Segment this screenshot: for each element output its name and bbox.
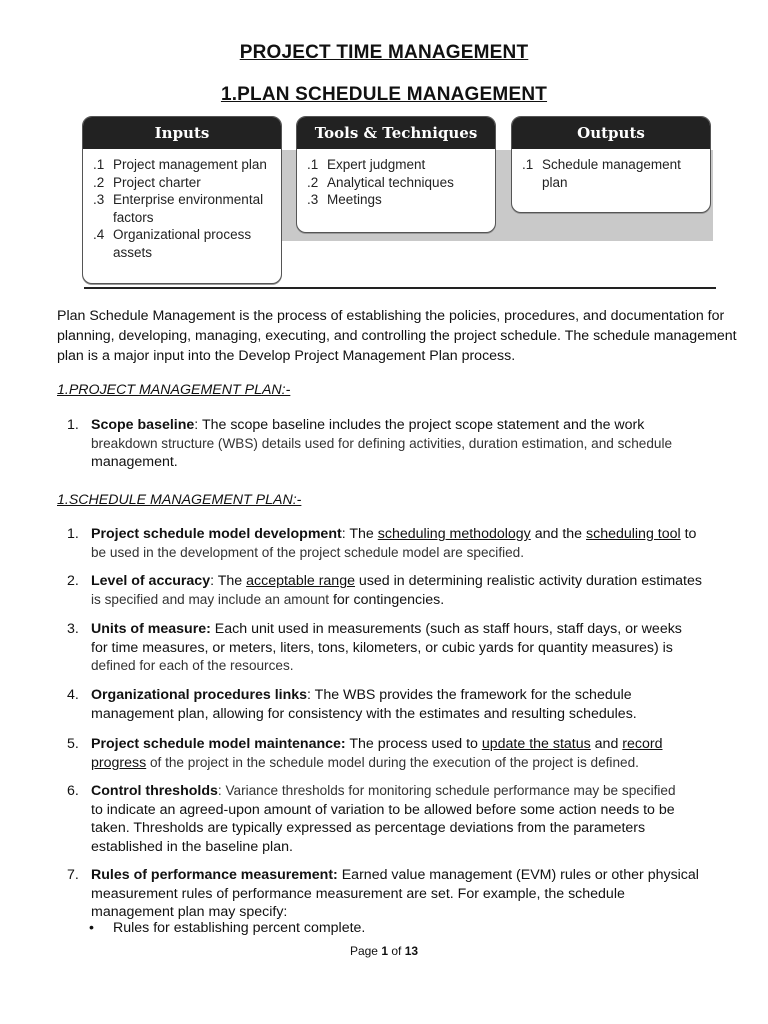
list-item: 1. Scope baseline: The scope baseline includes the project scope statement and the work breakdown structure (WBS) details used for defining activities, duration estimation, and schedule management. bbox=[67, 417, 673, 470]
page-number: 1 bbox=[381, 944, 388, 958]
input-item: .4 Organizational process assets bbox=[93, 227, 252, 260]
page-total: 13 bbox=[404, 944, 419, 958]
tool-item: .2 Analytical techniques bbox=[307, 174, 454, 190]
divider bbox=[84, 287, 716, 289]
inputs-box bbox=[82, 116, 282, 284]
outputs-box bbox=[511, 116, 711, 213]
tool-item: .1 Expert judgment bbox=[307, 157, 426, 172]
list-item: 4. Organizational procedures links: The WBS provides the framework for the schedule management plan, allowing for consistency with the estimates and resulting schedules. bbox=[67, 687, 637, 722]
bullet-item: • Rules for establishing percent complete. bbox=[89, 920, 366, 936]
list-item: 1. Project schedule model development: The scheduling methodology and the scheduling tool to be used in the development of the project schedule model are specified. bbox=[67, 526, 697, 560]
output-item: .1 Schedule management plan bbox=[522, 157, 681, 190]
list-item: 3. Units of measure: Each unit used in measurements (such as staff hours, staff days, or weeks for time measures, or meters, liters, tons, kilometers, or cubic yards for quantity measures) is defined for each of the resources. bbox=[67, 621, 682, 673]
list-item: 5. Project schedule model maintenance: The process used to update the status and record progress of the project in the schedule model during the execution of the project is defined. bbox=[67, 736, 663, 771]
page-title: PROJECT TIME MANAGEMENT bbox=[239, 42, 529, 63]
section-heading-schedule-management-plan: 1.SCHEDULE MANAGEMENT PLAN:- bbox=[57, 492, 302, 508]
page-footer: Page 1 of 13 bbox=[349, 944, 419, 958]
list-item: 6. Control thresholds: Variance thresholds for monitoring schedule performance may be specified to indicate an agreed-upon amount of variation to be allowed before some action needs to be taken. Thresholds are typically expressed as percentage deviations from the parameters established in the baseline plan. bbox=[67, 783, 676, 855]
intro-paragraph: Plan Schedule Management is the process of establishing the policies, procedures, and documentation for planning, developing, managing, executing, and controlling the project schedule. The schedule management plan is a major input into the Develop Project Management Plan process. bbox=[57, 308, 737, 364]
section-title: 1.PLAN SCHEDULE MANAGEMENT bbox=[220, 84, 548, 105]
section-heading-project-management-plan: 1.PROJECT MANAGEMENT PLAN:- bbox=[57, 382, 291, 398]
list-item: 7. Rules of performance measurement: Earned value management (EVM) rules or other physical measurement rules of performance measurement are set. For example, the schedule management plan may specify: bbox=[67, 867, 699, 920]
input-item: .3 Enterprise environmental factors bbox=[93, 192, 264, 225]
list-item: 2. Level of accuracy: The acceptable range used in determining realistic activity duration estimates is specified and may include an amount for contingencies. bbox=[67, 573, 702, 608]
input-item: .2 Project charter bbox=[93, 174, 201, 190]
tools-box bbox=[296, 116, 496, 233]
input-item: .1 Project management plan bbox=[93, 157, 267, 172]
bullet-icon: • bbox=[89, 920, 94, 936]
tools-heading: Tools & Techniques bbox=[297, 117, 495, 149]
inputs-heading: Inputs bbox=[83, 117, 281, 149]
outputs-heading: Outputs bbox=[512, 117, 710, 149]
tool-item: .3 Meetings bbox=[307, 192, 382, 207]
